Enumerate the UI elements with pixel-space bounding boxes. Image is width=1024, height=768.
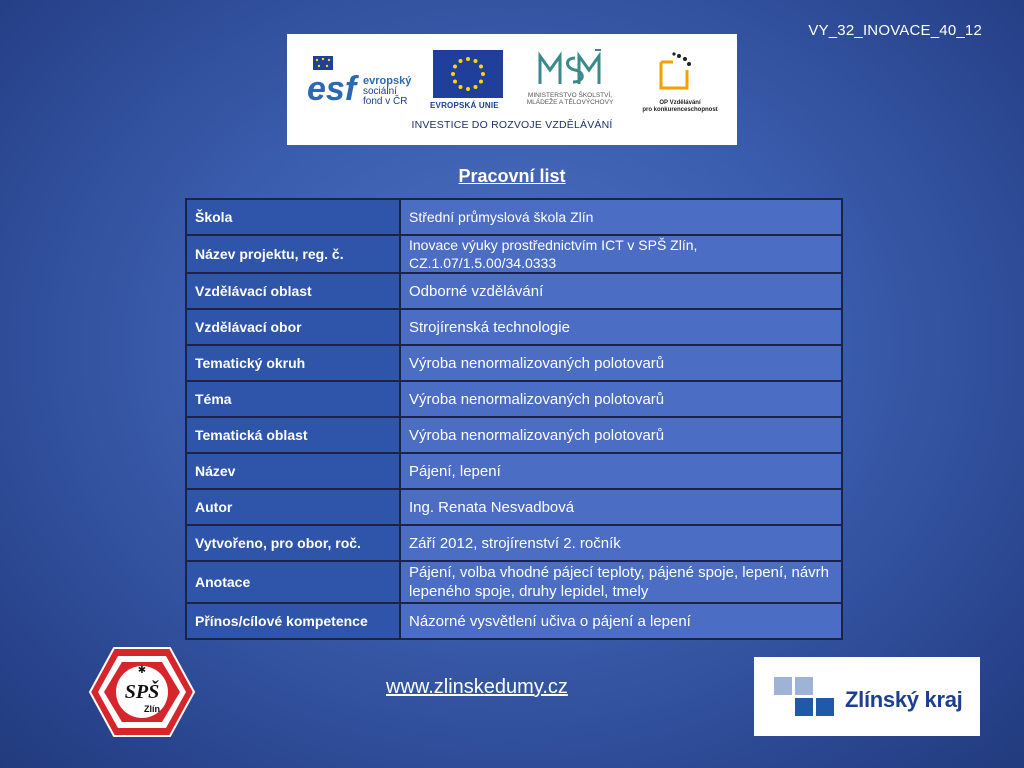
- row-value: Odborné vzdělávání: [400, 273, 842, 309]
- row-key: Vzdělávací oblast: [186, 273, 400, 309]
- row-key: Název projektu, reg. č.: [186, 235, 400, 273]
- row-key: Téma: [186, 381, 400, 417]
- eu-star-icon: [466, 57, 470, 61]
- row-value: Ing. Renata Nesvadbová: [400, 489, 842, 525]
- kraj-squares-icon: [774, 677, 838, 719]
- row-key: Tematický okruh: [186, 345, 400, 381]
- banner-caption: INVESTICE DO ROZVOJE VZDĚLÁVÁNÍ: [411, 119, 613, 131]
- table-row: [186, 273, 842, 309]
- eu-star-icon: [453, 80, 457, 84]
- op-label: OP Vzdělávání pro konkurenceschopnost: [642, 100, 718, 113]
- eu-star-icon: [481, 72, 485, 76]
- row-value: Září 2012, strojírenství 2. ročník: [400, 525, 842, 561]
- eu-star-icon: [474, 85, 478, 89]
- row-value: Strojírenská technologie: [400, 309, 842, 345]
- op-logo-icon: [647, 48, 697, 98]
- eu-star-icon: [451, 72, 455, 76]
- row-key: Vzdělávací obor: [186, 309, 400, 345]
- msmt-label: MINISTERSTVO ŠKOLSTVÍ, MLÁDEŽE A TĚLOVÝCHOVY: [526, 92, 614, 106]
- eu-label: EVROPSKÁ UNIE: [430, 101, 499, 110]
- row-key: Přínos/cílové kompetence: [186, 603, 400, 639]
- zlinsky-kraj-logo: [754, 657, 980, 736]
- zlin-logo-text: Zlín: [144, 704, 160, 714]
- info-table: [185, 198, 843, 640]
- sps-zlin-logo-icon: [88, 646, 196, 738]
- row-value: Výroba nenormalizovaných polotovarů: [400, 345, 842, 381]
- sps-logo-text: SPŠ: [124, 681, 160, 703]
- table-row: [186, 603, 842, 639]
- eu-star-icon: [479, 65, 483, 69]
- row-key: Název: [186, 453, 400, 489]
- eu-funding-banner: [287, 34, 737, 145]
- eu-star-icon: [459, 59, 463, 63]
- esf-logo-icon: [307, 52, 361, 108]
- row-key: Tematická oblast: [186, 417, 400, 453]
- table-row: [186, 489, 842, 525]
- row-value: Výroba nenormalizovaných polotovarů: [400, 381, 842, 417]
- table-row: [186, 199, 842, 235]
- row-key: Škola: [186, 199, 400, 235]
- table-row: [186, 525, 842, 561]
- table-row: [186, 345, 842, 381]
- row-value: Inovace výuky prostřednictvím ICT v SPŠ Zlín, CZ.1.07/1.5.00/34.0333: [400, 235, 842, 273]
- eu-star-icon: [453, 65, 457, 69]
- table-row: [186, 235, 842, 273]
- row-key: Vytvořeno, pro obor, roč.: [186, 525, 400, 561]
- document-code: VY_32_INOVACE_40_12: [808, 22, 982, 39]
- svg-text:✱: ✱: [137, 665, 147, 676]
- table-row: [186, 309, 842, 345]
- row-value: Pájení, volba vhodné pájecí teploty, pájené spoje, lepení, návrh lepeného spoje, druhy lepidel, tmely: [400, 561, 842, 603]
- eu-star-icon: [479, 80, 483, 84]
- worksheet-title: Pracovní list: [458, 166, 566, 186]
- table-row: [186, 381, 842, 417]
- kraj-label: Zlínský kraj: [845, 687, 963, 712]
- msmt-logo-icon: [535, 46, 605, 94]
- table-row: [186, 453, 842, 489]
- eu-star-icon: [474, 59, 478, 63]
- row-value: Výroba nenormalizovaných polotovarů: [400, 417, 842, 453]
- row-value: Názorné vysvětlení učiva o pájení a lepení: [400, 603, 842, 639]
- table-row: [186, 417, 842, 453]
- row-key: Anotace: [186, 561, 400, 603]
- row-value: Střední průmyslová škola Zlín: [400, 199, 842, 235]
- svg-text:esf: esf: [307, 70, 357, 108]
- table-row: [186, 561, 842, 603]
- eu-star-icon: [459, 85, 463, 89]
- esf-text: evropský sociální fond v ČR: [363, 75, 412, 107]
- eu-flag-icon: [433, 50, 503, 98]
- website-link[interactable]: www.zlinskedumy.cz: [386, 676, 568, 698]
- eu-star-icon: [466, 87, 470, 91]
- row-value: Pájení, lepení: [400, 453, 842, 489]
- row-key: Autor: [186, 489, 400, 525]
